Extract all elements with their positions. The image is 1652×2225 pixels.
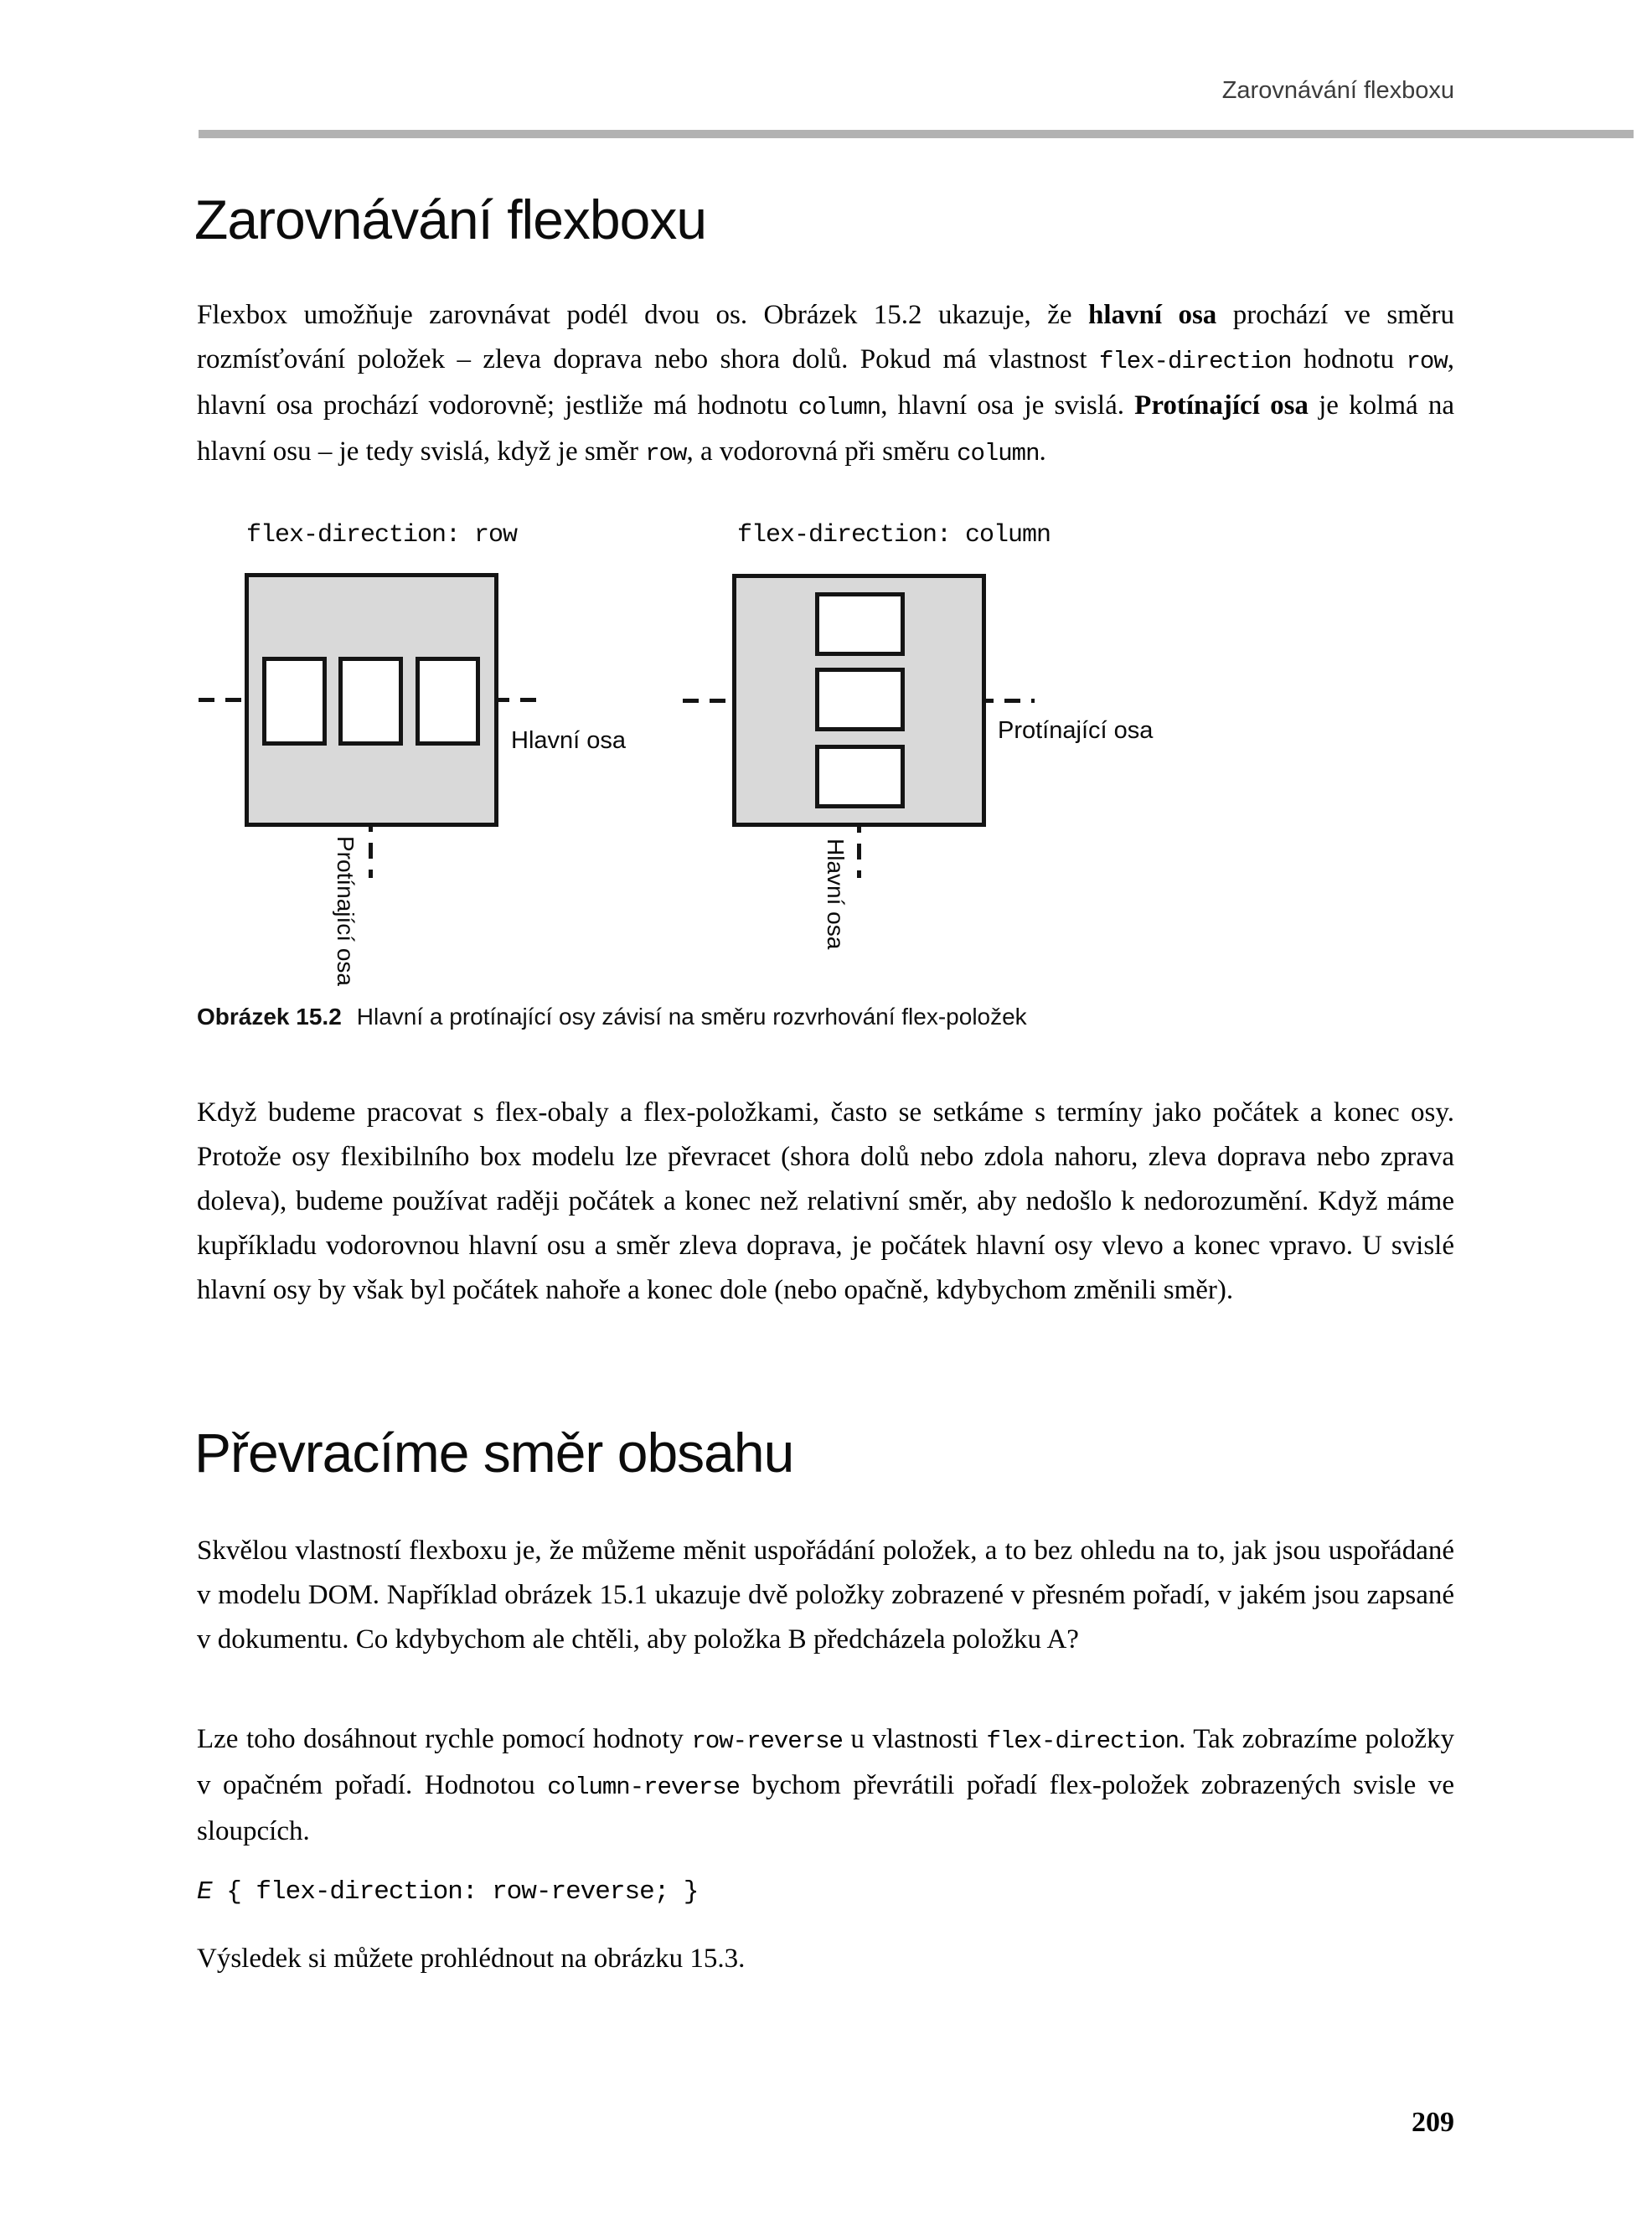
main-axis-label-row: Hlavní osa [511, 727, 627, 754]
flex-container-column [732, 574, 986, 827]
figure-right-title: flex-direction: column [737, 521, 1051, 550]
flex-item [815, 668, 905, 731]
flex-container-row [245, 573, 498, 827]
code-sample: E { flex-direction: row-reverse; } [197, 1877, 699, 1907]
flex-item [815, 745, 905, 808]
main-axis-label-column: Hlavní osa [823, 839, 849, 950]
paragraph-result: Výsledek si můžete prohlédnout na obrázku 15.3. [197, 1944, 746, 1974]
cross-axis-label-column: Protínající osa [998, 717, 1154, 744]
page-number: 209 [1412, 2107, 1454, 2138]
flex-item [262, 657, 327, 746]
paragraph-axes-intro: Flexbox umožňuje zarovnávat podél dvou os. Obrázek 15.2 ukazuje, že hlavní osa prochází ve směru rozmísťování položek – zleva doprava nebo shora dolů. Pokud má vlastnost flex-direction hodnotu row, hlavní osa prochází vodorovně; jestliže má hodnotu column, hlavní osa je svislá. Protínající osa je kolmá na hlavní osu – je tedy svislá, když je směr row, a vodorovná při směru column. [197, 300, 1454, 467]
header-rule-bar [199, 130, 1634, 138]
paragraph-reorder-intro: Skvělou vlastností flexboxu je, že můžeme měnit uspořádání položek, a to bez ohledu na to, jak jsou uspořádané v modelu DOM. Například obrázek 15.1 ukazuje dvě položky zobrazené v přesném pořadí, v jakém jsou zapsané v dokumentu. Co kdybychom ale chtěli, aby položka B předcházela položku A? [197, 1536, 1454, 1655]
flex-item [416, 657, 480, 746]
paragraph-row-reverse: Lze toho dosáhnout rychle pomocí hodnoty row-reverse u vlastnosti flex-direction. Tak zobrazíme položky v opačném pořadí. Hodnotou column-reverse bychom převrátili pořadí flex-položek zobrazených svisle ve sloupcích. [197, 1724, 1454, 1846]
flex-item [338, 657, 403, 746]
paragraph-start-end: Když budeme pracovat s flex-obaly a flex-položkami, často se setkáme s termíny jako počátek a konec osy. Protože osy flexibilního box modelu lze převracet (shora dolů nebo zdola nahoru, zleva doprava nebo zprava doleva), budeme používat raději počátek a konec než relativní směr, aby nedošlo k nedorozumění. Když máme kupříkladu vodorovnou hlavní osu a směr zleva doprava, je počátek hlavní osy vlevo a konec vpravo. U svislé hlavní osy by však byl počátek nahoře a konec dole (nebo opačně, kdybychom změnili směr). [197, 1097, 1454, 1305]
figure-caption-text: Hlavní a protínající osy závisí na směru rozvrhování flex-položek [356, 1004, 1027, 1030]
flex-item [815, 592, 905, 656]
section-title: Převracíme směr obsahu [194, 1422, 794, 1484]
figure-left-title: flex-direction: row [246, 521, 518, 550]
figure-caption [197, 1004, 1454, 1030]
page-title: Zarovnávání flexboxu [194, 188, 707, 250]
figure-caption-label: Obrázek 15.2 [197, 1004, 342, 1030]
running-header: Zarovnávání flexboxu [1221, 77, 1454, 104]
cross-axis-label-row: Protínající osa [333, 836, 359, 986]
